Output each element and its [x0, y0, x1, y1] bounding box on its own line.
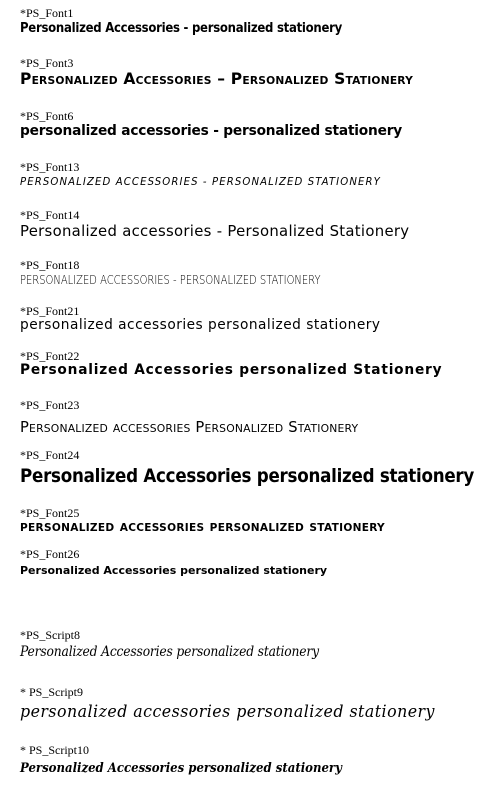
- font-label: *PS_Script8: [20, 628, 81, 642]
- font-sample-text: Personalized Accessories personalized Stationery: [20, 362, 443, 378]
- font-label: *PS_Font6: [20, 109, 74, 123]
- font-label: * PS_Script10: [20, 743, 90, 757]
- font-sample-text: personalized accessories personalized stationery: [20, 317, 381, 333]
- font-label: * PS_Script9: [20, 685, 84, 699]
- font-sample-text: Personalized accessories - Personalized Stationery: [20, 222, 410, 240]
- font-label: *PS_Font24: [20, 448, 80, 462]
- font-sample-text: Personalized Accessories – Personalized Stationery: [20, 69, 414, 88]
- font-label: *PS_Font1: [20, 6, 74, 20]
- font-label: *PS_Font3: [20, 56, 74, 70]
- script-sample-text: Personalized Accessories personalized stationery: [20, 761, 342, 776]
- font-sample-text: personalized accessories - personalized stationery: [20, 123, 403, 139]
- font-label: *PS_Font13: [20, 160, 80, 174]
- font-sample-text: Personalized Accessories personalized stationery: [20, 465, 475, 487]
- font-label: *PS_Font18: [20, 258, 80, 272]
- font-label: *PS_Font21: [20, 304, 80, 318]
- font-sample-text: Personalized Accessories personalized stationery: [20, 564, 328, 577]
- font-label: *PS_Font14: [20, 208, 80, 222]
- font-sample-text: PERSONALIZED ACCESSORIES - PERSONALIZED STATIONERY: [20, 175, 381, 188]
- font-label: *PS_Font22: [20, 349, 80, 363]
- font-sample-text: Personalized accessories Personalized Stationery: [20, 418, 359, 436]
- font-sample-text: personalized accessories personalized stationery: [20, 517, 385, 535]
- script-sample-text: personalized accessories personalized stationery: [20, 702, 435, 722]
- font-sample-text: PERSONALIZED ACCESSORIES - PERSONALIZED STATIONERY: [20, 273, 321, 287]
- font-label: *PS_Font23: [20, 398, 80, 412]
- font-label: *PS_Font26: [20, 547, 80, 561]
- font-sample-text: Personalized Accessories - personalized stationery: [20, 21, 343, 36]
- script-sample-text: Personalized Accessories personalized stationery: [20, 644, 319, 660]
- font-label: *PS_Font25: [20, 506, 80, 520]
